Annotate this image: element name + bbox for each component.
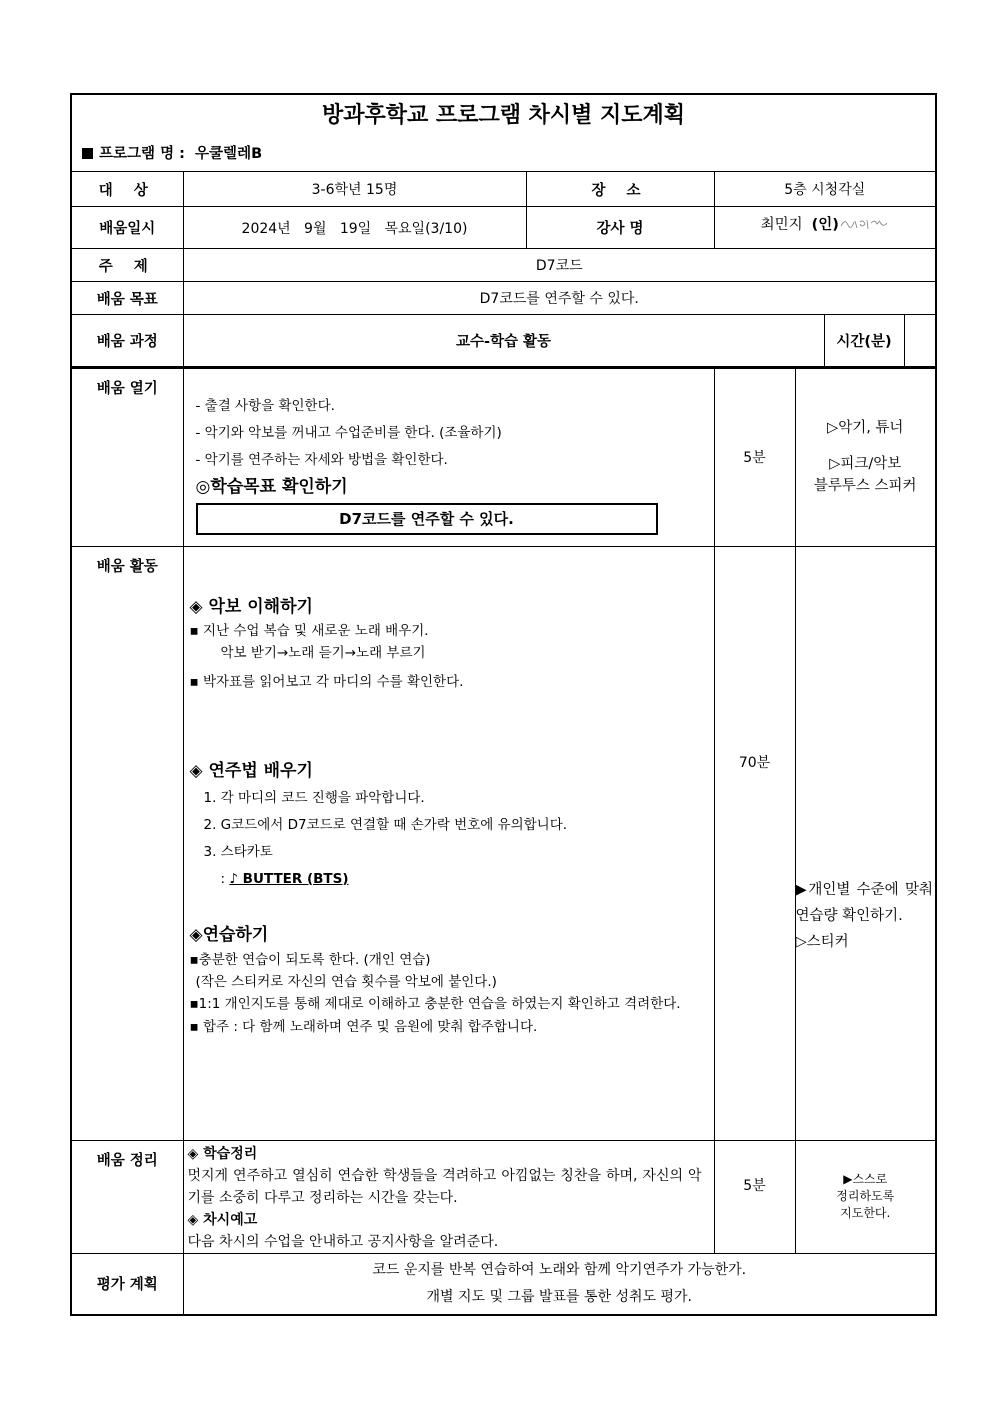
closing-material-2: 정리하도록 — [836, 1189, 895, 1203]
score-bullet-1-sub: 악보 받기→노래 듣기→노래 부르기 — [220, 644, 426, 661]
teacher-cell — [714, 207, 936, 249]
teacher-value: 최민지 — [760, 217, 803, 233]
material-level-check: ▶개인별 수준에 맞춰 연습량 확인하기. — [795, 881, 933, 924]
closing-label: 배움 정리 — [71, 1140, 183, 1253]
signature-image — [839, 217, 889, 231]
practice-line-2: (작은 스티커로 자신의 연습 횟수를 악보에 붙인다.) — [195, 973, 497, 990]
opening-line-1: - 출결 사항을 확인한다. — [195, 397, 335, 414]
section-score-title: ◈ 악보 이해하기 — [189, 596, 313, 617]
song-line — [190, 866, 714, 893]
closing-preview-heading: ◈ 차시예고 — [187, 1211, 258, 1228]
closing-summary-text: 멋지게 연주하고 열심히 연습한 학생들을 격려하고 아낌없는 칭찬을 하며, 자신의 악기를 소중히 다루고 정리하는 시간을 갖는다. — [187, 1167, 702, 1206]
opening-label: 배움 열기 — [71, 368, 183, 546]
practice-line-1: ▪충분한 연습이 되도록 한다. (개인 연습) — [189, 951, 431, 968]
evaluation-line-2: 개별 지도 및 그룹 발표를 통한 성취도 평가. — [426, 1288, 692, 1305]
evaluation-content — [183, 1253, 936, 1315]
goal-value: D7코드를 연주할 수 있다. — [183, 282, 936, 315]
opening-materials — [795, 368, 936, 546]
lesson-body-table — [70, 368, 937, 1317]
program-value: 우쿨렐레B — [195, 146, 263, 162]
topic-label-cell: 주 제 — [71, 249, 183, 282]
material-speaker: 블루투스 스피커 — [813, 478, 917, 494]
evaluation-line-1: 코드 운지를 반복 연습하여 노래와 함께 악기연주가 가능한가. — [372, 1261, 747, 1278]
target-label-cell: 대 상 — [71, 172, 183, 207]
lesson-plan-table — [70, 93, 937, 368]
page-title: 방과후학교 프로그램 차시별 지도계획 — [322, 103, 686, 128]
program-name-line — [72, 137, 935, 171]
closing-material-1: ▶스스로 — [843, 1172, 888, 1186]
goal-box: D7코드를 연주할 수 있다. — [196, 503, 658, 535]
activity-content — [183, 546, 714, 1140]
place-value: 5층 시청각실 — [714, 172, 936, 207]
goal-heading: ◎학습목표 확인하기 — [195, 476, 348, 497]
square-bullet-icon — [82, 148, 93, 159]
practice-line-4: ▪ 합주 : 다 함께 노래하며 연주 및 음원에 맞춰 합주합니다. — [189, 1018, 538, 1035]
opening-activity — [183, 368, 714, 546]
evaluation-label: 평가 계획 — [71, 1253, 183, 1315]
closing-content — [183, 1140, 714, 1253]
technique-item-1: 1. 각 마디의 코드 진행을 파악합니다. — [203, 789, 425, 806]
header-materials-cell — [904, 315, 936, 367]
closing-summary-heading: ◈ 학습정리 — [187, 1145, 258, 1162]
section-practice-title: ◈연습하기 — [189, 924, 269, 945]
material-sticker: ▷스티커 — [795, 933, 849, 950]
opening-time: 5분 — [714, 368, 795, 546]
place-label-cell: 장 소 — [526, 172, 714, 207]
activity-time: 70분 — [714, 546, 795, 1140]
closing-materials — [795, 1140, 936, 1253]
activity-label: 배움 활동 — [71, 546, 183, 1140]
header-activity: 교수-학습 활동 — [183, 315, 824, 367]
header-time: 시간(분) — [824, 315, 904, 367]
score-bullet-2: ▪ 박자표를 읽어보고 각 마디의 수를 확인한다. — [189, 673, 464, 690]
program-label: 프로그램 명 : — [99, 146, 185, 162]
closing-material-3: 지도한다. — [840, 1206, 891, 1220]
topic-value: D7코드 — [183, 249, 936, 282]
closing-time: 5분 — [714, 1140, 795, 1253]
title-cell — [71, 94, 936, 172]
practice-line-3: ▪1:1 개인지도를 통해 제대로 이해하고 충분한 연습을 하였는지 확인하고 격려한다. — [189, 995, 681, 1012]
technique-item-2: 2. G코드에서 D7코드로 연결할 때 손가락 번호에 유의합니다. — [203, 816, 568, 833]
date-label: 배움일시 — [71, 207, 183, 249]
opening-line-2: - 악기와 악보를 꺼내고 수업준비를 한다. (조율하기) — [195, 424, 502, 441]
header-process: 배움 과정 — [71, 315, 183, 367]
date-value: 2024년 9월 19일 목요일(3/10) — [183, 207, 526, 249]
opening-line-3: - 악기를 연주하는 자세와 방법을 확인한다. — [195, 451, 448, 468]
activity-materials — [795, 546, 936, 1140]
seal-label: (인) — [811, 217, 839, 233]
material-instrument: ▷악기, 튜너 — [827, 420, 904, 436]
technique-item-3: 3. 스타카토 — [203, 843, 273, 860]
score-bullet-1: ▪ 지난 수업 복습 및 새로운 노래 배우기. — [189, 622, 429, 639]
song-prefix: : — [220, 870, 226, 887]
target-value: 3-6학년 15명 — [183, 172, 526, 207]
closing-preview-text: 다음 차시의 수업을 안내하고 공지사항을 알려준다. — [187, 1233, 499, 1250]
lesson-plan-document — [70, 93, 935, 1316]
material-pick: ▷피크/악보 — [829, 456, 902, 472]
goal-label: 배움 목표 — [71, 282, 183, 315]
song-title: ♪ BUTTER (BTS) — [229, 870, 349, 887]
teacher-label: 강사 명 — [526, 207, 714, 249]
section-technique-title: ◈ 연주법 배우기 — [189, 760, 313, 781]
